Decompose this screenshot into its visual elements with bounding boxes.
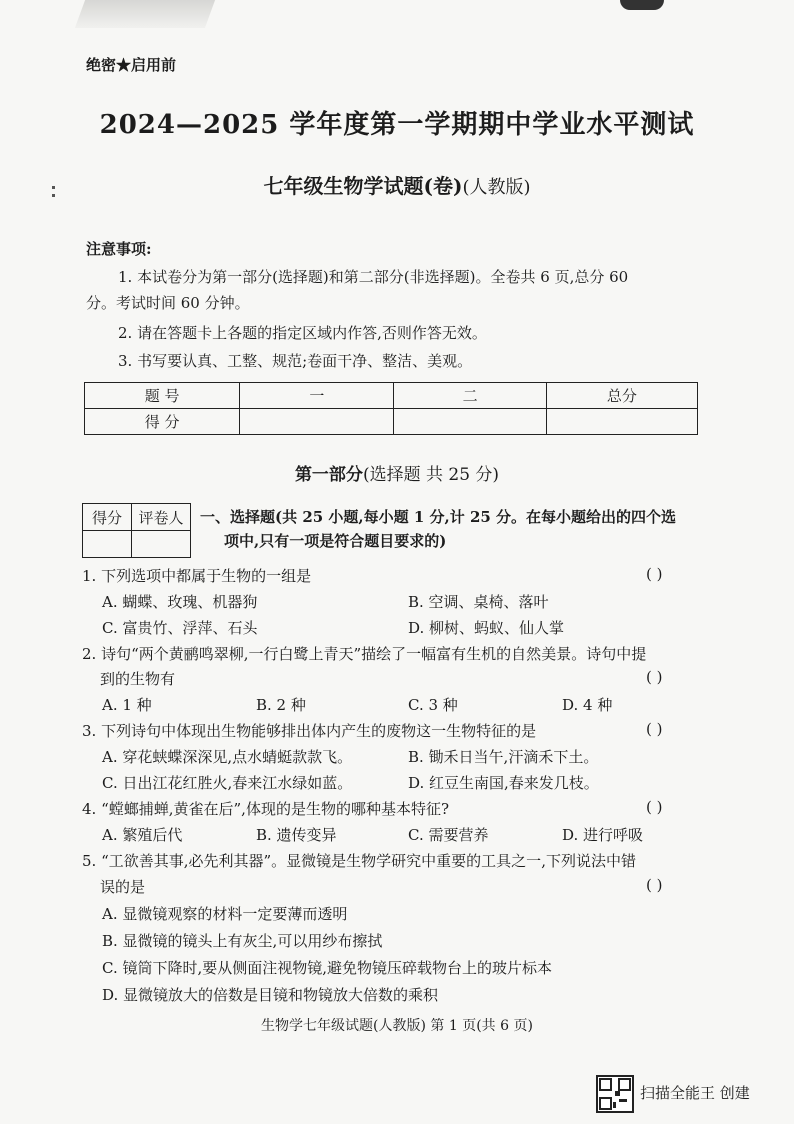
grader-box <box>82 503 191 558</box>
q4-option-b[interactable]: B. 遗传变异 <box>256 826 337 844</box>
q2-option-b[interactable]: B. 2 种 <box>256 696 306 714</box>
note-3: 3. 书写要认真、工整、规范;卷面干净、整洁、美观。 <box>118 352 473 370</box>
qr-code-icon <box>596 1075 634 1113</box>
q4-option-a[interactable]: A. 繁殖后代 <box>102 826 183 844</box>
answer-blank-3[interactable]: ( ) <box>646 720 663 738</box>
q5-option-a[interactable]: A. 显微镜观察的材料一定要薄而透明 <box>102 905 348 923</box>
answer-blank-5[interactable]: ( ) <box>646 876 663 894</box>
section-instructions <box>200 505 710 553</box>
question-2-stem-cont: 到的生物有 <box>100 670 176 688</box>
q1-option-d[interactable]: D. 柳树、蚂蚁、仙人掌 <box>408 619 565 637</box>
question-5-stem-cont: 误的是 <box>100 878 146 896</box>
q4-option-d[interactable]: D. 进行呼吸 <box>562 826 644 844</box>
score-cell[interactable] <box>240 409 394 435</box>
answer-blank-4[interactable]: ( ) <box>646 798 663 816</box>
scan-shadow <box>75 0 215 28</box>
note-2: 2. 请在答题卡上各题的指定区域内作答,否则作答无效。 <box>118 324 487 342</box>
score-cell[interactable] <box>394 409 546 435</box>
note-1: 1. 本试卷分为第一部分(选择题)和第二部分(非选择题)。全卷共 6 页,总分 60 <box>118 268 629 286</box>
q3-option-c[interactable]: C. 日出江花红胜火,春来江水绿如蓝。 <box>102 774 353 792</box>
part-one-subtitle: (选择题 共 25 分) <box>362 465 500 485</box>
score-table-col-1: 一 <box>240 383 394 409</box>
score-table-col-2: 二 <box>394 383 546 409</box>
score-table <box>84 382 698 435</box>
q3-option-b[interactable]: B. 锄禾日当午,汗滴禾下土。 <box>408 748 599 766</box>
score-table-header: 题 号 <box>85 383 240 409</box>
score-cell[interactable] <box>546 409 697 435</box>
subject-title: 七年级生物学试题(卷) <box>263 174 463 198</box>
q3-option-a[interactable]: A. 穿花蛱蝶深深见,点水蜻蜓款款飞。 <box>102 748 353 766</box>
part-one-title: 第一部分 <box>294 465 363 485</box>
q2-option-c[interactable]: C. 3 种 <box>408 696 458 714</box>
q1-option-c[interactable]: C. 富贵竹、浮萍、石头 <box>102 619 258 637</box>
question-5-stem: 5. “工欲善其事,必先利其器”。显微镜是生物学研究中重要的工具之一,下列说法中错 <box>82 852 636 870</box>
score-row-label: 得 分 <box>85 409 240 435</box>
scanner-watermark: 扫描全能王 创建 <box>640 1084 750 1102</box>
grader-reviewer-label: 评卷人 <box>132 504 191 531</box>
question-4-stem: 4. “螳螂捕蝉,黄雀在后”,体现的是生物的哪种基本特征? <box>82 800 449 818</box>
q1-option-b[interactable]: B. 空调、桌椅、落叶 <box>408 593 549 611</box>
note-1-cont: 分。考试时间 60 分钟。 <box>86 294 250 312</box>
grader-score-cell[interactable] <box>83 531 132 558</box>
edition-label: (人教版) <box>462 177 531 198</box>
q5-option-c[interactable]: C. 镜筒下降时,要从侧面注视物镜,避免物镜压碎载物台上的玻片标本 <box>102 959 553 977</box>
grader-score-label: 得分 <box>83 504 132 531</box>
q2-option-a[interactable]: A. 1 种 <box>102 696 152 714</box>
exam-subtitle <box>0 170 794 199</box>
question-1-stem: 1. 下列选项中都属于生物的一组是 <box>82 567 312 585</box>
section-line-2: 项中,只有一项是符合题目要求的) <box>224 532 447 550</box>
q1-option-a[interactable]: A. 蝴蝶、玫瑰、机器狗 <box>102 593 258 611</box>
page-footer: 生物学七年级试题(人教版) 第 1 页(共 6 页) <box>261 1018 533 1034</box>
scan-edge-mark <box>620 0 664 10</box>
q3-option-d[interactable]: D. 红豆生南国,春来发几枝。 <box>408 774 599 792</box>
q5-option-d[interactable]: D. 显微镜放大的倍数是目镜和物镜放大倍数的乘积 <box>102 986 439 1004</box>
part-one-heading <box>0 460 794 485</box>
notes-heading: 注意事项: <box>86 240 152 258</box>
score-table-col-total: 总分 <box>546 383 697 409</box>
confidential-label: 绝密★启用前 <box>86 56 177 74</box>
q4-option-c[interactable]: C. 需要营养 <box>408 826 489 844</box>
question-3-stem: 3. 下列诗句中体现出生物能够排出体内产生的废物这一生物特征的是 <box>82 722 537 740</box>
answer-blank-1[interactable]: ( ) <box>646 565 663 583</box>
answer-blank-2[interactable]: ( ) <box>646 668 663 686</box>
exam-title: 2024—2025 学年度第一学期期中学业水平测试 <box>99 110 695 140</box>
section-line-1: 一、选择题(共 25 小题,每小题 1 分,计 25 分。在每小题给出的四个选 <box>200 508 677 526</box>
grader-reviewer-cell[interactable] <box>132 531 191 558</box>
q5-option-b[interactable]: B. 显微镜的镜头上有灰尘,可以用纱布擦拭 <box>102 932 383 950</box>
q2-option-d[interactable]: D. 4 种 <box>562 696 613 714</box>
question-2-stem: 2. 诗句“两个黄鹂鸣翠柳,一行白鹭上青天”描绘了一幅富有生机的自然美景。诗句中提 <box>82 645 647 663</box>
